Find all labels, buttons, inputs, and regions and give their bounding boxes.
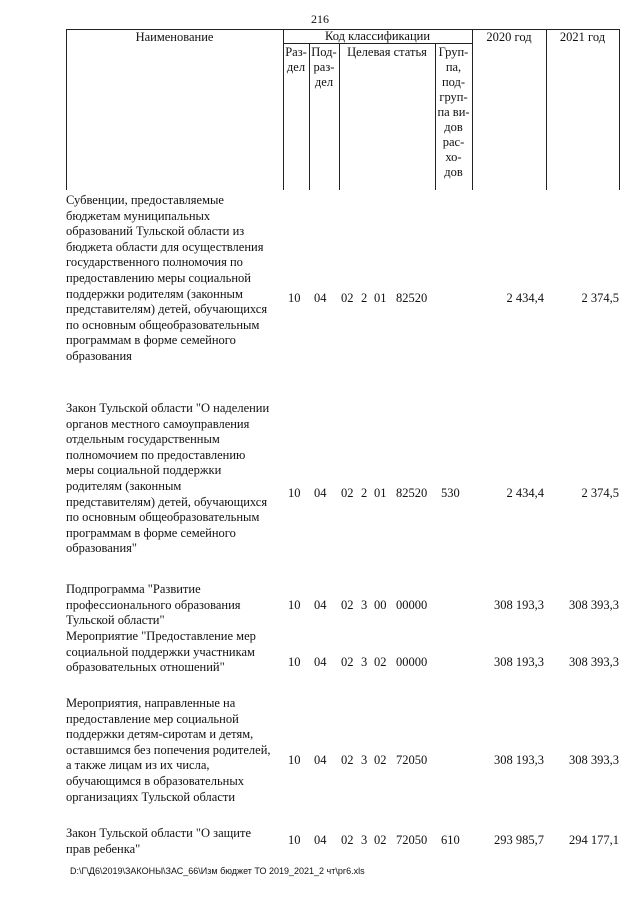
- podrazdel-cell: 04: [314, 655, 327, 669]
- header-group-line: дов: [444, 120, 463, 134]
- header-name: Наименование: [135, 30, 214, 44]
- row-name-line: бюджетам муниципальных: [66, 208, 211, 223]
- target-article-program-cell: 02: [341, 753, 354, 767]
- target-article-event-cell: 02: [374, 833, 387, 847]
- row-name-line: поддержки детям-сиротам и детям,: [66, 727, 254, 742]
- file-path-footer: D:\Г\Д6\2019\ЗАКОНЫ\ЗАС_66\Изм бюджет ТО 2019_2021_2 чт\рг6.xls: [70, 866, 365, 876]
- amount-2020-cell: 293 985,7: [494, 833, 544, 847]
- razdel-cell: 10: [288, 833, 301, 847]
- target-article-direction-cell: 00000: [396, 598, 428, 612]
- target-article-direction-cell: 82520: [396, 291, 428, 305]
- header-target-article: Целевая статья: [347, 45, 427, 59]
- row-name-line: а также лицам из их числа,: [66, 758, 210, 773]
- header-group-line: дов: [444, 165, 463, 179]
- target-article-program-cell: 02: [341, 486, 354, 500]
- expense-group-cell: 530: [441, 486, 460, 500]
- row-name-line: образования": [66, 541, 138, 556]
- row-name-line: по основным общеобразовательным: [66, 510, 260, 525]
- header-year-2021: 2021 год: [559, 30, 606, 44]
- row-name-line: Закон Тульской области "О наделении: [66, 401, 270, 415]
- target-article-direction-cell: 82520: [396, 486, 428, 500]
- amount-2021-cell: 2 374,5: [581, 486, 619, 500]
- page-number: 216: [311, 12, 329, 26]
- row-name-line: прав ребенка": [66, 841, 141, 856]
- target-article-event-cell: 02: [374, 753, 387, 767]
- row-name-cell: [66, 696, 288, 805]
- header-group-line: па,: [445, 60, 462, 74]
- amount-2020-cell: 2 434,4: [506, 486, 544, 500]
- target-article-event-cell: 01: [374, 291, 387, 305]
- target-article-event-cell: 02: [374, 655, 387, 669]
- header-razdel: [283, 45, 309, 75]
- razdel-cell: 10: [288, 655, 301, 669]
- target-article-subprogram-cell: 3: [361, 598, 368, 612]
- header-group-line: хо-: [445, 150, 462, 164]
- row-name-line: бюджета области для осуществления: [66, 239, 264, 254]
- target-article-subprogram-cell: 2: [361, 486, 368, 500]
- amount-2021-cell: 308 393,3: [569, 598, 619, 612]
- row-name-line: родителям (законным: [66, 478, 182, 493]
- header-group-line: рас-: [442, 135, 465, 149]
- row-name-line: Закон Тульской области "О защите: [66, 826, 251, 840]
- podrazdel-cell: 04: [314, 598, 327, 612]
- podrazdel-cell: 04: [314, 486, 327, 500]
- amount-2021-cell: 2 374,5: [581, 291, 619, 305]
- header-group-line: груп-: [439, 90, 468, 104]
- target-article-subprogram-cell: 3: [361, 655, 368, 669]
- header-podrazdel-line: раз-: [313, 60, 335, 74]
- row-name-line: предоставление мер социальной: [66, 711, 239, 726]
- row-name-line: оставшимся без попечения родителей,: [66, 742, 271, 757]
- row-name-line: профессионального образования: [66, 597, 241, 612]
- header-podrazdel: [309, 45, 339, 90]
- podrazdel-cell: 04: [314, 291, 327, 305]
- header-group-line: под-: [441, 75, 466, 89]
- target-article-program-cell: 02: [341, 833, 354, 847]
- header-razdel-line: Раз-: [285, 45, 307, 59]
- header-podrazdel-line: дел: [314, 75, 334, 89]
- row-name-line: Подпрограмма "Развитие: [66, 582, 201, 596]
- row-name-line: государственного полномочия по: [66, 255, 243, 270]
- razdel-cell: 10: [288, 486, 301, 500]
- row-name-line: Мероприятие "Предоставление мер: [66, 629, 256, 643]
- amount-2020-cell: 2 434,4: [506, 291, 544, 305]
- row-name-line: социальной поддержки участникам: [66, 644, 255, 659]
- row-name-line: отдельным государственным: [66, 432, 220, 447]
- target-article-subprogram-cell: 3: [361, 833, 368, 847]
- row-name-line: полномочием по предоставлению: [66, 447, 246, 462]
- row-name-cell: [66, 582, 288, 629]
- header-classification-code: Код классификации: [324, 29, 431, 43]
- row-name-line: меры социальной поддержки: [66, 463, 222, 478]
- row-name-line: обучающимся в образовательных: [66, 773, 245, 788]
- row-name-line: программам в форме семейного: [66, 525, 236, 540]
- row-name-line: Мероприятия, направленные на: [66, 696, 236, 710]
- razdel-cell: 10: [288, 753, 301, 767]
- target-article-program-cell: 02: [341, 291, 354, 305]
- row-name-line: Субвенции, предоставляемые: [66, 193, 224, 207]
- target-article-event-cell: 00: [374, 598, 387, 612]
- target-article-direction-cell: 72050: [396, 753, 428, 767]
- row-name-cell: [66, 629, 288, 676]
- target-article-program-cell: 02: [341, 598, 354, 612]
- amount-2020-cell: 308 193,3: [494, 753, 544, 767]
- razdel-cell: 10: [288, 598, 301, 612]
- expense-group-cell: 610: [441, 833, 460, 847]
- row-name-line: программам в форме семейного: [66, 333, 236, 348]
- row-name-line: представителям) детей, обучающихся: [66, 302, 268, 317]
- header-podrazdel-line: Под-: [311, 45, 337, 59]
- amount-2021-cell: 308 393,3: [569, 655, 619, 669]
- row-name-line: организациях Тульской области: [66, 789, 236, 804]
- header-razdel-line: дел: [286, 60, 306, 74]
- row-name-line: образовательных отношений": [66, 660, 225, 675]
- target-article-subprogram-cell: 2: [361, 291, 368, 305]
- amount-2020-cell: 308 193,3: [494, 598, 544, 612]
- row-name-line: по основным общеобразовательным: [66, 317, 260, 332]
- podrazdel-cell: 04: [314, 833, 327, 847]
- amount-2020-cell: 308 193,3: [494, 655, 544, 669]
- target-article-direction-cell: 72050: [396, 833, 428, 847]
- row-name-line: образования: [66, 348, 132, 363]
- row-name-cell: [66, 401, 288, 557]
- header-year-2020: 2020 год: [486, 30, 532, 44]
- row-name-cell: [66, 826, 288, 857]
- row-name-line: поддержки родителям (законным: [66, 286, 243, 301]
- row-name-line: Тульской области": [66, 613, 165, 628]
- target-article-direction-cell: 00000: [396, 655, 428, 669]
- row-name-line: образований Тульской области из: [66, 224, 245, 239]
- amount-2021-cell: 308 393,3: [569, 753, 619, 767]
- target-article-subprogram-cell: 3: [361, 753, 368, 767]
- razdel-cell: 10: [288, 291, 301, 305]
- row-name-line: представителям) детей, обучающихся: [66, 494, 268, 509]
- header-group: [435, 45, 472, 180]
- target-article-event-cell: 01: [374, 486, 387, 500]
- row-name-line: предоставлению меры социальной: [66, 270, 251, 285]
- header-group-line: па ви-: [437, 105, 470, 119]
- target-article-program-cell: 02: [341, 655, 354, 669]
- row-name-line: органов местного самоуправления: [66, 416, 250, 431]
- header-group-line: Груп-: [438, 45, 469, 59]
- amount-2021-cell: 294 177,1: [569, 833, 619, 847]
- row-name-cell: [66, 193, 288, 365]
- podrazdel-cell: 04: [314, 753, 327, 767]
